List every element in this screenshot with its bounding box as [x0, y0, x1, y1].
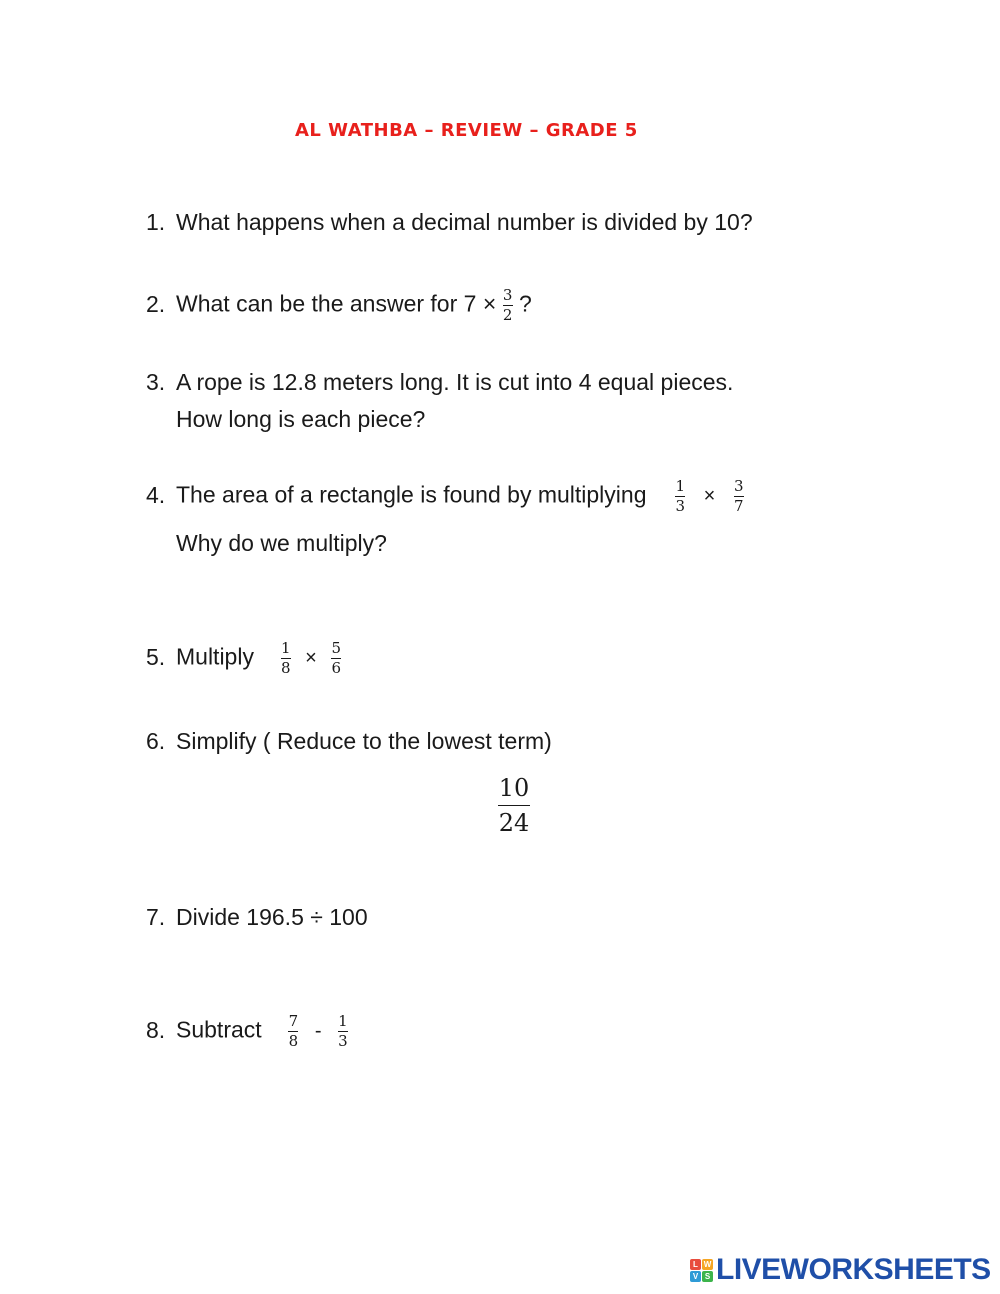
numerator: 3 [733, 477, 744, 495]
question-text: A rope is 12.8 meters long. It is cut into 4 equal pieces. [176, 369, 734, 395]
question-3 [146, 369, 734, 432]
question-text: Subtract [176, 1016, 262, 1043]
question-number: 4. [146, 481, 166, 508]
question-text: Divide 196.5 ÷ 100 [176, 904, 368, 930]
logo-letter: V [690, 1271, 701, 1282]
question-number: 8. [146, 1016, 166, 1043]
operator: × [703, 485, 716, 507]
numerator: 1 [675, 477, 686, 495]
question-6 [146, 728, 552, 755]
logo-letter: W [703, 1259, 712, 1269]
question-2 [146, 287, 532, 324]
question-8 [146, 1013, 348, 1050]
numerator: 7 [288, 1012, 299, 1030]
liveworksheets-logo [690, 1253, 991, 1287]
question-number: 2. [146, 290, 166, 317]
denominator: 3 [338, 1032, 348, 1050]
fraction [503, 287, 513, 324]
numerator: 3 [502, 286, 513, 304]
question-text: Simplify ( Reduce to the lowest term) [176, 728, 552, 754]
numerator: 10 [498, 774, 530, 802]
question-number: 7. [146, 904, 166, 930]
denominator: 24 [498, 809, 530, 837]
numerator: 5 [331, 639, 341, 657]
denominator: 8 [280, 659, 291, 677]
fraction [331, 640, 341, 677]
logo-letter: L [690, 1259, 701, 1270]
question-1 [146, 209, 753, 236]
numerator: 1 [280, 639, 291, 657]
question-text-line2: How long is each piece? [176, 406, 426, 432]
logo-icon [690, 1259, 713, 1282]
logo-letter: S [702, 1271, 713, 1282]
denominator: 3 [675, 497, 686, 515]
worksheet-title: AL WATHBA – REVIEW – GRADE 5 [295, 120, 638, 141]
denominator: 2 [502, 306, 513, 324]
denominator: 8 [288, 1032, 299, 1050]
question-4 [146, 477, 744, 556]
logo-text: LIVEWORKSHEETS [716, 1253, 991, 1286]
fraction [675, 478, 685, 515]
question-text-line2: Why do we multiply? [176, 530, 387, 556]
question-text: The area of a rectangle is found by multiplying [176, 481, 647, 508]
question-number: 6. [146, 728, 166, 754]
operator: × [305, 647, 317, 669]
denominator: 7 [733, 497, 744, 515]
denominator: 6 [331, 659, 341, 677]
question-text: What happens when a decimal number is divided by 10? [176, 209, 753, 235]
fraction [281, 640, 291, 677]
operator: - [314, 1020, 322, 1042]
fraction [734, 478, 744, 515]
fraction [338, 1013, 348, 1050]
question-7 [146, 904, 368, 931]
question-number: 1. [146, 209, 166, 235]
question-text: Multiply [176, 643, 254, 670]
fraction [288, 1013, 298, 1050]
question-suffix: ? [519, 290, 532, 317]
question-5 [146, 640, 341, 677]
fraction-large [498, 774, 530, 837]
question-number: 3. [146, 369, 166, 395]
question-number: 5. [146, 643, 166, 670]
question-text: What can be the answer for 7 × [176, 290, 497, 317]
numerator: 1 [338, 1012, 348, 1030]
